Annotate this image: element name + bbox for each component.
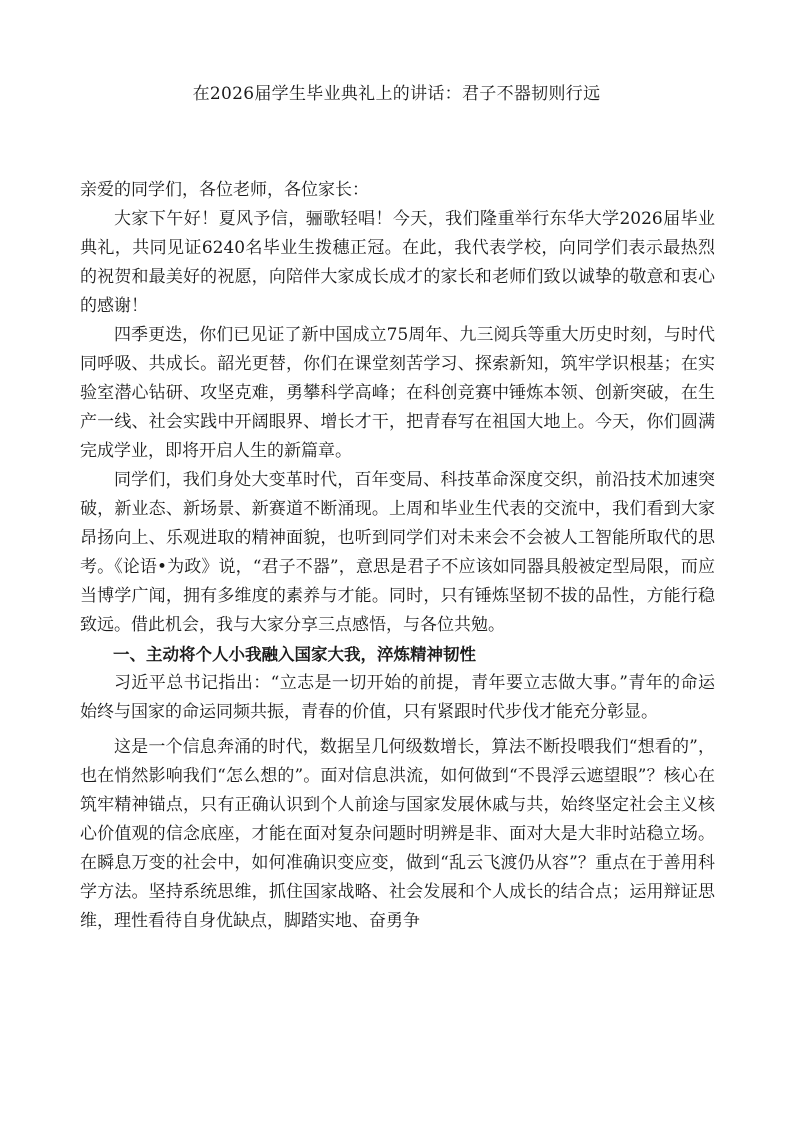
salutation: 亲爱的同学们，各位老师，各位家长： [80,180,369,200]
document-title: 在2026届学生毕业典礼上的讲话：君子不器韧则行远 [192,84,601,104]
paragraph: 同学们，我们身处大变革时代，百年变局、科技革命深度交织，前沿技术加速突破，新业态、新场景、新赛道不断涌现。上周和毕业生代表的交流中，我们看到大家昂扬向上、乐观进取的精神面貌，也听到同学们对未来会不会被人工智能所取代的思考。《论语•为政》说，“君子不器”，意思是君子不应该如同器具般被定型局限，而应当博学广闻，拥有多维度的素养与才能。同时，只有锤炼坚韧不拔的品性，方能行稳致远。借此机会，我与大家分享三点感悟，与各位共勉。 [80,470,715,635]
section-heading: 一、主动将个人小我融入国家大我，淬炼精神韧性 [113,645,476,664]
paragraph: 习近平总书记指出：“立志是一切开始的前提，青年要立志做大事。”青年的命运始终与国家的命运同频共振，青春的价值，只有紧跟时代步伐才能充分彰显。 [80,673,715,722]
paragraph: 四季更迭，你们已见证了新中国成立75周年、九三阅兵等重大历史时刻，与时代同呼吸、共成长。韶光更替，你们在课堂刻苦学习、探索新知，筑牢学识根基；在实验室潜心钻研、攻坚克难，勇攀科学高峰；在科创竞赛中锤炼本领、创新突破，在生产一线、社会实践中开阔眼界、增长才干，把青春写在祖国大地上。今天，你们圆满完成学业，即将开启人生的新篇章。 [80,325,715,461]
document-body [80,176,715,936]
paragraph: 这是一个信息奔涌的时代，数据呈几何级数增长，算法不断投喂我们“想看的”，也在悄然影响我们“怎么想的”。面对信息洪流，如何做到“不畏浮云遮望眼”？核心在筑牢精神锚点，只有正确认识到个人前途与国家发展休戚与共，始终坚定社会主义核心价值观的信念底座，才能在面对复杂问题时明辨是非、面对大是大非时站稳立场。在瞬息万变的社会中，如何准确识变应变，做到“乱云飞渡仍从容”？重点在于善用科学方法。坚持系统思维，抓住国家战略、社会发展和个人成长的结合点；运用辩证思维，理性看待自身优缺点，脚踏实地、奋勇争 [80,737,715,931]
paragraph: 大家下午好！夏风予信，骊歌轻唱！今天，我们隆重举行东华大学2026届毕业典礼，共同见证6240名毕业生拨穗正冠。在此，我代表学校，向同学们表示最热烈的祝贺和最美好的祝愿，向陪伴大家成长成才的家长和老师们致以诚挚的敬意和衷心的感谢！ [80,209,715,316]
